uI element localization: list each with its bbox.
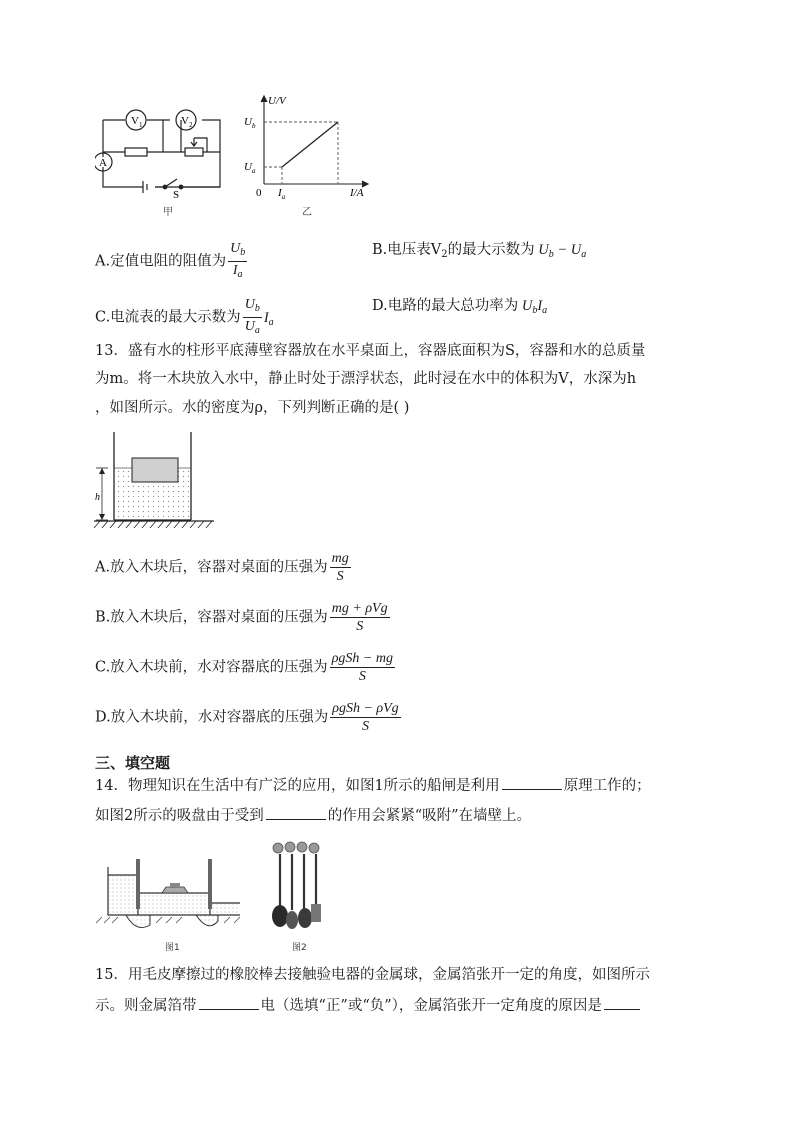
fraction-d: $\frac{\text{ρgSh − ρVg}}{S}$ (332, 701, 399, 734)
section-heading: 三、填空题 (95, 754, 171, 772)
q12-option-b-sub: 2 (441, 249, 448, 260)
q12-option-b-rest: 的最大示数为 (447, 242, 535, 258)
q13-option-c-text: C.放入木块前，水对容器底的压强为 (95, 659, 328, 676)
q12-option-c-text: C.电流表的最大示数为 (95, 309, 241, 326)
q14-line-1-b: 原理工作的； (563, 778, 651, 794)
fig-jia-caption: 甲 (163, 207, 173, 218)
q13-option-d (95, 700, 403, 735)
ub-tick-label: $U_b$ (244, 116, 256, 130)
fraction-a: $\frac{mg}{S}$ (331, 551, 349, 584)
q12-option-d-text: D.电路的最大总功率为 (372, 298, 519, 314)
q13-option-a-text: A.放入木块后，容器对桌面的压强为 (95, 559, 328, 576)
q14-line-2-b: 的作用会紧紧“吸附”在墙壁上。 (327, 808, 532, 824)
answer-blank[interactable] (266, 805, 326, 820)
q14-line-2 (95, 805, 531, 826)
answer-blank[interactable] (199, 995, 259, 1010)
container-figure (92, 430, 222, 530)
q12-option-b-text: B.电压表V (372, 242, 442, 258)
q15-line-2-a: 示。则金属箔带 (95, 998, 197, 1014)
q14-line-2-a: 如图2所示的吸盘由于受到 (95, 808, 264, 824)
y-axis-label: U/V (268, 95, 286, 107)
fraction-ub-ia: $\frac{U_b}{I_a}$ (230, 241, 246, 280)
switch-label: S (173, 189, 180, 200)
q13-option-c (95, 650, 397, 685)
q13-option-d-text: D.放入木块前，水对容器底的压强为 (95, 709, 329, 726)
ia-tick-label: $I_a$ (278, 187, 286, 201)
q13-option-a (95, 550, 353, 585)
circuit-diagram-jia (95, 105, 225, 200)
suction-cup-figure (268, 838, 330, 933)
q14-line-1 (95, 775, 651, 796)
q12-option-a-text: A.定值电阻的阻值为 (95, 253, 227, 270)
ship-lock-figure (96, 855, 246, 935)
fig1-caption: 图1 (165, 943, 180, 953)
answer-blank[interactable] (604, 995, 640, 1010)
q12-option-c: C.电流表的最大示数为 $\frac{U_b}{U_a}$ $I_a$ (95, 296, 274, 339)
q14-line-1-a: 14．物理知识在生活中有广泛的应用，如图1所示的船闸是利用 (95, 778, 500, 794)
voltmeter-v2-label: $V_2$ (181, 115, 193, 129)
fraction-c: $\frac{\text{ρgSh − mg}}{S}$ (331, 651, 393, 684)
answer-blank[interactable] (502, 775, 562, 790)
q15-line-1: 15．用毛皮摩擦过的橡胶棒去接触验电器的金属球，金属箔张开一定的角度，如图所示 (95, 967, 650, 983)
origin-label: 0 (256, 187, 262, 199)
ui-graph-yi (238, 92, 378, 202)
q12-option-b: B.电压表$V_2$的最大示数为 $U_b - U_a$ (372, 242, 587, 260)
fraction-ub-ua: $\frac{U_b}{U_a}$ (244, 297, 260, 336)
q13-option-b (95, 600, 392, 635)
h-label: h (95, 492, 100, 503)
fraction-b: $\frac{\text{mg + ρVg}}{S}$ (331, 601, 388, 634)
ammeter-label: A (99, 157, 107, 169)
q13-option-b-text: B.放入木块后，容器对桌面的压强为 (95, 609, 328, 626)
q13-stem-line-2: 为m。将一木块放入水中，静止时处于漂浮状态，此时浸在水中的体积为V，水深为h (95, 371, 637, 387)
q12-option-d: D.电路的最大总功率为 $U_bI_a$ (372, 298, 548, 316)
x-axis-label: I/A (350, 187, 364, 199)
q12-option-a (95, 240, 249, 283)
voltmeter-v1-label: $V_1$ (131, 115, 143, 129)
q13-stem-line-1: 13．盛有水的柱形平底薄壁容器放在水平桌面上，容器底面积为S，容器和水的总质量 (95, 343, 646, 359)
fig-yi-caption: 乙 (302, 207, 312, 218)
ua-tick-label: $U_a$ (244, 161, 256, 175)
q15-line-2 (95, 995, 642, 1016)
q15-line-2-b: 电（选填“正”或“负”），金属箔张开一定角度的原因是 (260, 998, 602, 1014)
q13-stem-line-3: ，如图所示。水的密度为ρ，下列判断正确的是( ) (95, 400, 410, 416)
fig2-caption: 图2 (292, 943, 307, 953)
